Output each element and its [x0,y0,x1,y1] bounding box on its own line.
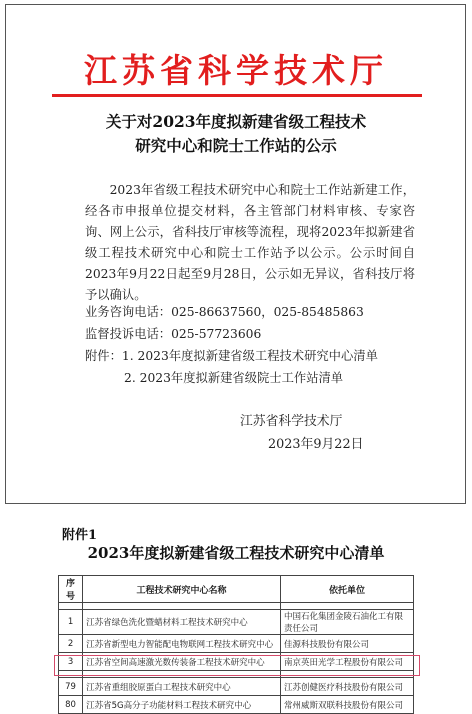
sign-org: 江苏省科学技术厅 [240,414,343,429]
table-gap [59,603,414,610]
row-center: 江苏省空间高速激光数传装备工程技术研究中心 [83,653,281,671]
row-highlight-box [54,655,420,676]
col-header-unit: 依托单位 [280,576,413,603]
col-header-center: 工程技术研究中心名称 [83,576,281,603]
table-header-row [59,576,414,603]
table-row [59,610,414,635]
row-no: 80 [59,696,83,714]
row-no: 1 [59,610,83,635]
notice-body-text: 2023年省级工程技术研究中心和院士工作站新建工作，经各市申报单位提交材料，各主管部门材料审核、专家咨询、网上公示，省科技厅审核等流程，现将2023年拟新建省级工程技术研究中心和院士工作站予以公示。公示时间自2023年9月22日起至9月28日，公示如无异议，省科技厅将予以确认。 [85,183,415,302]
row-unit: 中国石化集团金陵石油化工有限责任公司 [280,610,413,635]
row-center: 江苏省新型电力智能配电物联网工程技术研究中心 [83,635,281,653]
attachment-2: 2. 2023年度拟新建省级院士工作站清单 [124,371,344,385]
sign-date: 2023年9月22日 [268,437,364,452]
notice-title-line1: 关于对2023年度拟新建省级工程技术 [105,112,367,131]
letterhead-title: 江苏省科学技术厅 [84,51,388,90]
center-list-table [58,575,414,714]
row-center: 江苏省绿色洗化暨蜡材料工程技术研究中心 [83,610,281,635]
row-unit: 江苏创健医疗科技股份有限公司 [280,678,413,696]
row-center: 江苏省重组胶原蛋白工程技术研究中心 [83,678,281,696]
appendix-label: 附件1 [62,528,98,543]
row-unit: 南京英田光学工程股份有限公司 [280,653,413,671]
complaint-phone: 监督投诉电话：025-57723606 [85,327,262,341]
row-unit: 佳源科技股份有限公司 [280,635,413,653]
row-no: 3 [59,653,83,671]
col-header-no: 序号 [59,576,83,603]
attachment-1: 附件：1. 2023年度拟新建省级工程技术研究中心清单 [85,349,378,363]
row-unit: 常州威斯双联科技股份有限公司 [280,696,413,714]
row-no: 79 [59,678,83,696]
row-no: 2 [59,635,83,653]
letterhead-divider [52,94,422,97]
consult-phone: 业务咨询电话：025-86637560，025-85485863 [85,305,364,319]
table-row [59,635,414,653]
appendix-title: 2023年度拟新建省级工程技术研究中心清单 [87,544,385,562]
notice-body [85,180,415,306]
notice-title-line2: 研究中心和院士工作站的公示 [135,136,337,155]
table-row-highlighted [59,678,414,696]
row-center: 江苏省5G高分子功能材料工程技术研究中心 [83,696,281,714]
